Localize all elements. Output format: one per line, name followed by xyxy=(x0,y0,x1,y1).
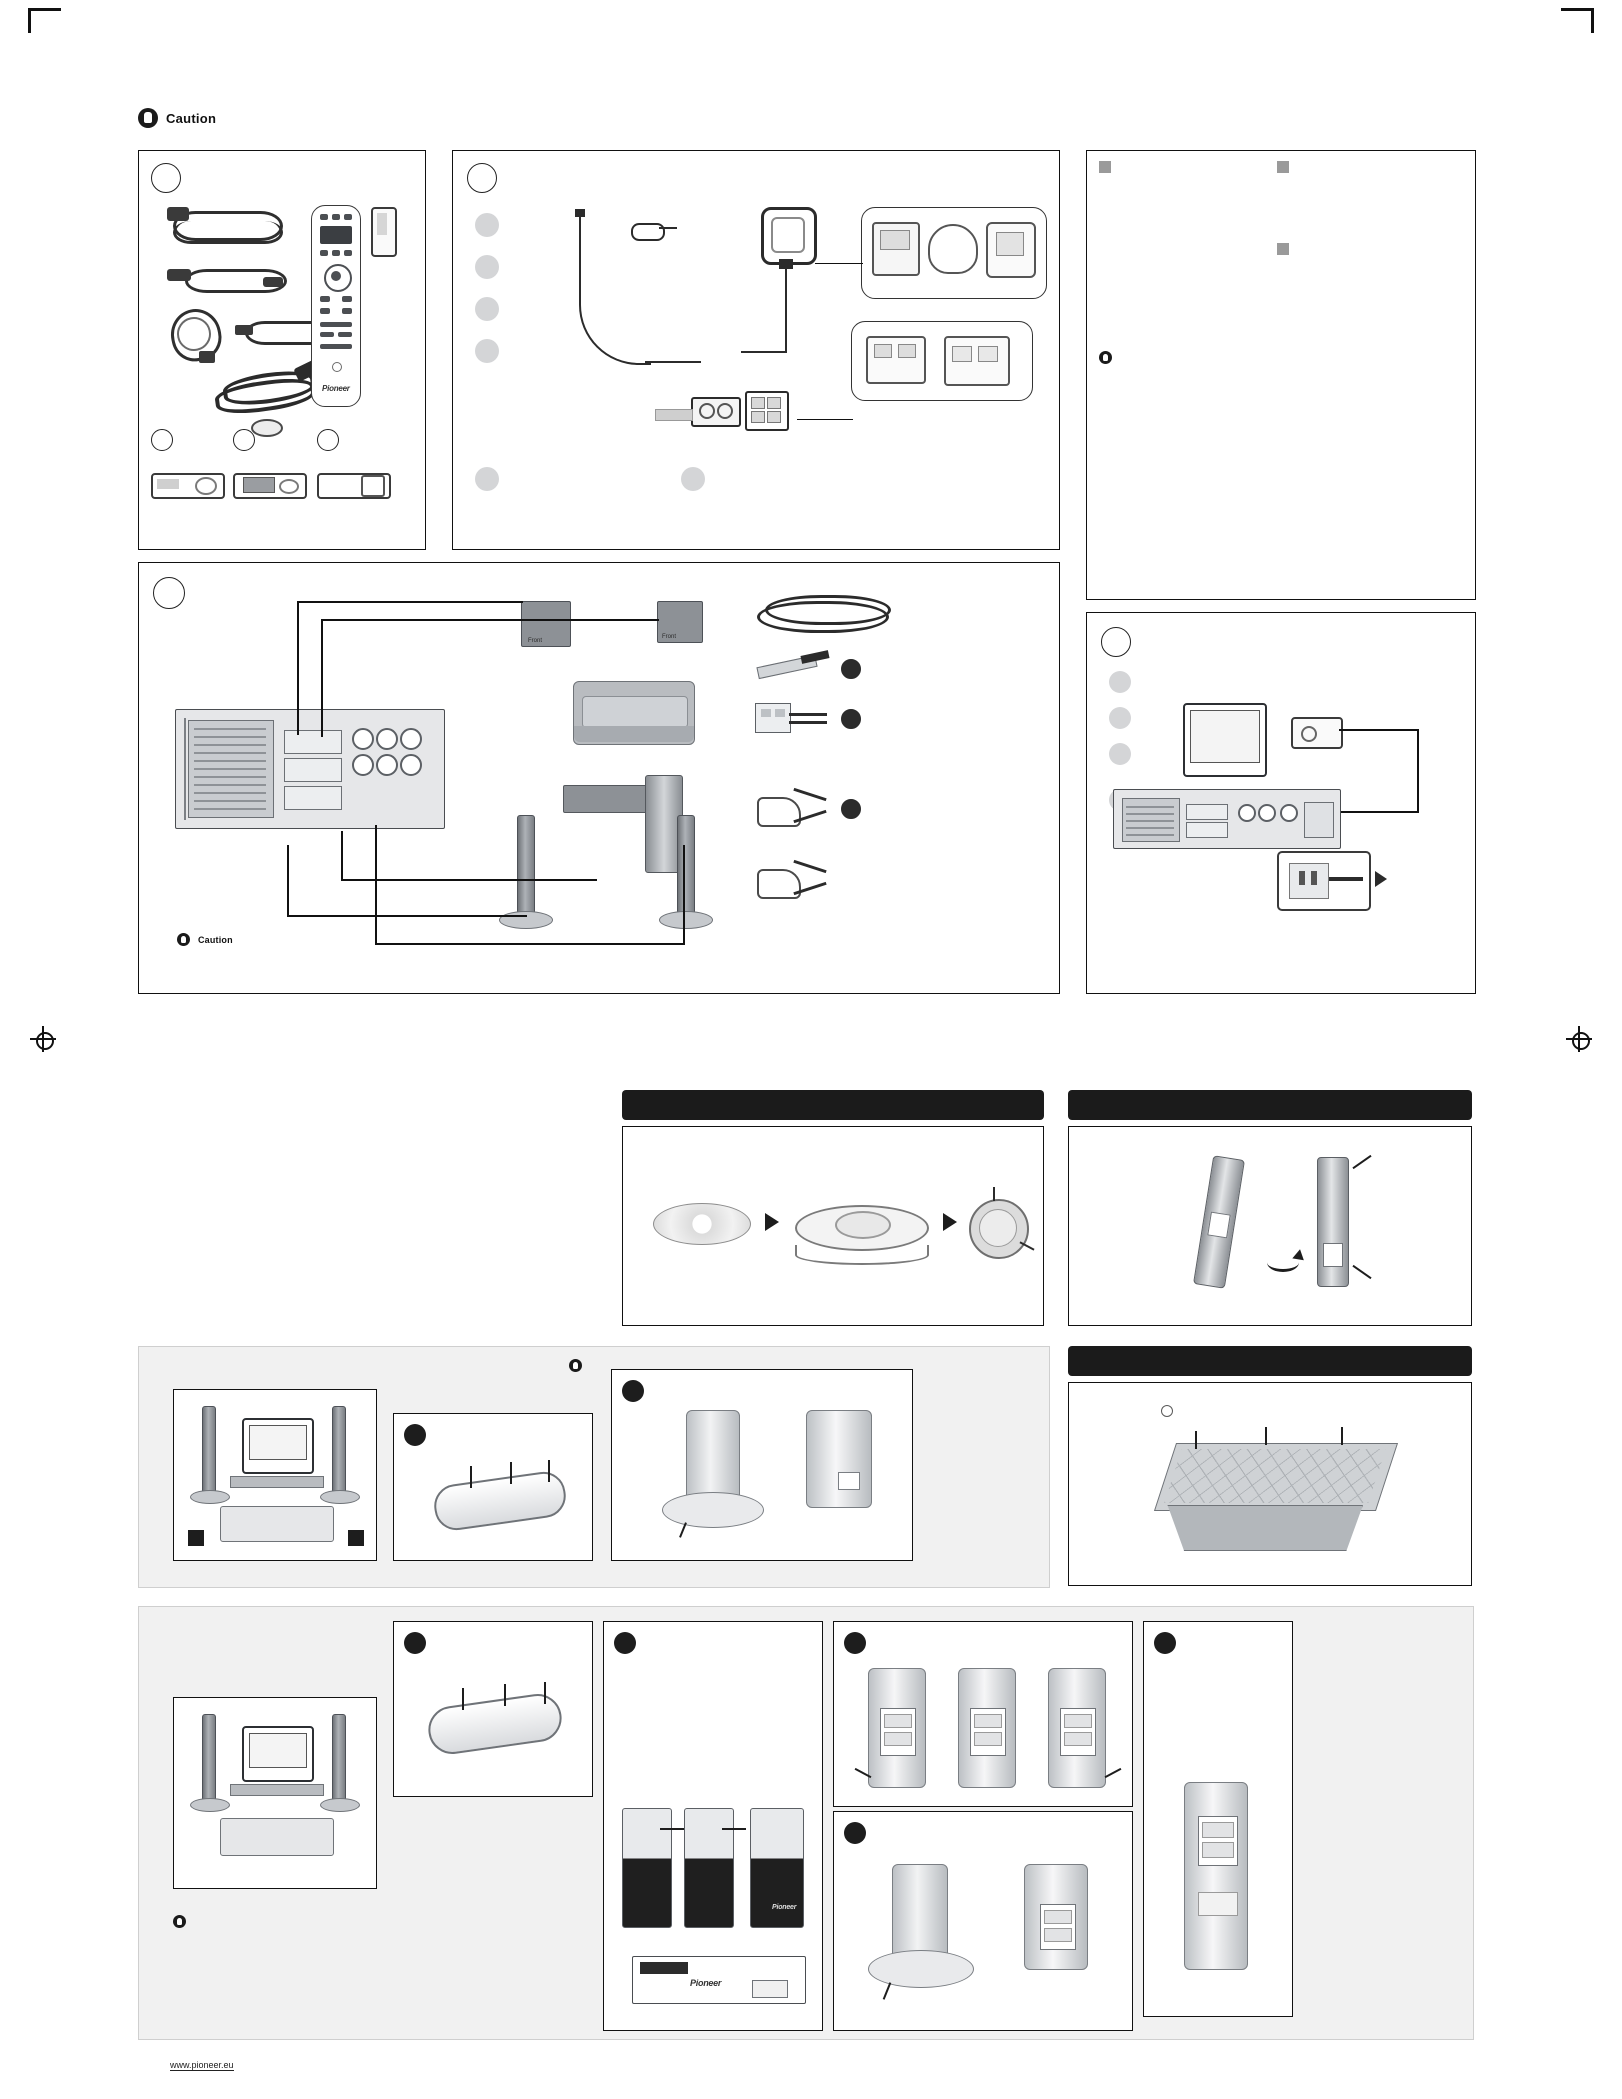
surround-speaker-left xyxy=(517,815,535,917)
group-a-caution-icon xyxy=(569,1359,582,1372)
remote-control-illustration: Pioneer xyxy=(311,205,361,407)
crop-mark-top-left xyxy=(28,8,61,33)
hand-icon xyxy=(177,933,190,946)
tv-screen xyxy=(1190,710,1260,763)
panel-speaker-setup-group-b xyxy=(138,1606,1474,2040)
front-speaker-right-illustration xyxy=(657,601,703,643)
video-cable-run-1 xyxy=(1339,729,1419,731)
step-figure-b5 xyxy=(1143,1621,1293,2017)
battery-step-3-bullet xyxy=(317,429,339,451)
receiver-front-figure: Pioneer xyxy=(632,1956,804,2012)
sofa-illustration xyxy=(573,681,695,745)
speaker-cable-callout xyxy=(753,593,903,643)
speaker-cable-bundle-illustration xyxy=(209,363,325,415)
receiver-rear-panel-small xyxy=(1113,789,1341,849)
surround-speaker-right xyxy=(677,815,695,917)
step-dot-b5 xyxy=(1154,1632,1176,1654)
hand-icon xyxy=(173,1915,186,1928)
front-speaker-rotate-figure xyxy=(622,1808,812,1934)
stand-attach-figure-2 xyxy=(1010,1864,1120,2014)
battery-insert-figure-2 xyxy=(233,461,307,511)
fm-antenna-routing xyxy=(571,209,731,399)
cable-route-9 xyxy=(375,825,377,943)
panel-speaker-hinge-assembly xyxy=(1068,1126,1472,1326)
room-layout-figure-a xyxy=(173,1389,377,1561)
subwoofer-bottom-figure xyxy=(1155,1427,1405,1567)
substep-bullet-3 xyxy=(475,297,499,321)
cable-route-3 xyxy=(321,619,323,737)
stand-base-screw-figure xyxy=(965,1183,1035,1269)
substep-bullet-5 xyxy=(475,467,499,491)
stand-pole-figure-b xyxy=(418,1682,574,1762)
step-number-3 xyxy=(153,577,185,609)
panel-stand-base-assembly xyxy=(622,1126,1044,1326)
battery-illustration xyxy=(251,417,285,439)
video-cable-run-2 xyxy=(1417,729,1419,813)
group-b-caution-icon xyxy=(173,1915,186,1928)
callout-bullet-b xyxy=(841,709,861,729)
power-cord-illustration xyxy=(167,205,285,249)
substep-bullet-2 xyxy=(475,255,499,279)
tv-substep-bullet-2 xyxy=(1109,707,1131,729)
brand-label-speaker: Pioneer xyxy=(772,1904,797,1911)
cable-route-7 xyxy=(341,831,343,879)
callout-leader-1 xyxy=(815,263,863,264)
stand-base-insert-figure xyxy=(795,1187,935,1267)
panel-tv-power-connection xyxy=(1086,612,1476,994)
antenna-detail-callout-bottom xyxy=(851,321,1033,401)
panel-supplied-accessories xyxy=(138,150,426,550)
cylinder-terminal-figure-2 xyxy=(944,1668,1028,1800)
cable-route-8 xyxy=(341,879,597,881)
ac-plug-callout xyxy=(1277,851,1371,911)
rotate-arrow-icon xyxy=(1267,1245,1307,1275)
step-figure-b3 xyxy=(833,1621,1133,1807)
note-marker-2 xyxy=(1277,161,1289,173)
panel-caution-label: Caution xyxy=(177,933,233,946)
speaker-hinge-figure-left xyxy=(1177,1151,1267,1301)
battery-insert-figure-1 xyxy=(151,461,225,511)
surround-speaker-left-base xyxy=(499,911,553,929)
wrong-connection-illustration-2 xyxy=(751,859,835,909)
cable-route-1 xyxy=(297,601,299,735)
step-figure-b1 xyxy=(393,1621,593,1797)
arrow-right-icon-1 xyxy=(765,1213,779,1231)
cable-route-11 xyxy=(683,845,685,943)
step-dot-b4 xyxy=(844,1822,866,1844)
panel-speaker-connection xyxy=(138,562,1060,994)
cable-route-2 xyxy=(297,601,523,603)
subwoofer-illustration xyxy=(563,785,651,813)
speaker-hinge-figure-right xyxy=(1295,1151,1385,1301)
surround-speaker-right-base xyxy=(659,911,713,929)
panel-antenna-connection xyxy=(452,150,1060,550)
hand-icon xyxy=(1099,351,1112,364)
tv-illustration xyxy=(1183,703,1267,777)
hand-icon xyxy=(138,108,158,128)
step-number-2 xyxy=(467,163,497,193)
stand-attach-figure-1 xyxy=(858,1864,988,2014)
panel-notes xyxy=(1086,150,1476,600)
section-title-bar-b xyxy=(1068,1090,1472,1120)
step-figure-b4 xyxy=(833,1811,1133,2031)
footer-url[interactable]: www.pioneer.eu xyxy=(170,2060,234,2070)
wall-mount-marker xyxy=(1161,1405,1173,1417)
caution-heading: Caution xyxy=(138,108,216,128)
terminal-insert-illustration xyxy=(751,695,831,741)
step-number-1 xyxy=(151,163,181,193)
speaker-cylinder-figure-2 xyxy=(794,1410,894,1540)
panel-wall-mount xyxy=(1068,1382,1472,1586)
substep-bullet-4 xyxy=(475,339,499,363)
step-dot-b2 xyxy=(614,1632,636,1654)
step-figure-b2 xyxy=(603,1621,823,2031)
hand-icon xyxy=(569,1359,582,1372)
power-arrow-icon xyxy=(1375,871,1387,887)
substep-bullet-6 xyxy=(681,467,705,491)
speaker-cylinder-figure-1 xyxy=(652,1410,772,1540)
video-cable-illustration xyxy=(167,261,287,297)
tv-substep-bullet-3 xyxy=(1109,743,1131,765)
step-number-4 xyxy=(1101,627,1131,657)
arrow-right-icon-2 xyxy=(943,1213,957,1231)
registration-mark-left xyxy=(30,1026,56,1052)
note-marker-3 xyxy=(1277,243,1289,255)
cable-route-4 xyxy=(321,619,659,621)
step-figure-a2 xyxy=(611,1369,913,1561)
stand-pole-figure-a xyxy=(424,1460,574,1530)
front-speaker-left-label: Front xyxy=(528,638,543,644)
cable-route-6 xyxy=(287,915,527,917)
callout-leader-2 xyxy=(797,419,853,420)
callout-bullet-c xyxy=(841,799,861,819)
battery-step-2-bullet xyxy=(233,429,255,451)
dock-adapter-illustration xyxy=(367,207,401,259)
callout-bullet-a xyxy=(841,659,861,679)
front-speaker-right-label: Front xyxy=(662,634,677,640)
cylinder-terminal-figure-3 xyxy=(1034,1668,1122,1800)
step-figure-a1 xyxy=(393,1413,593,1561)
am-loop-antenna-illustration xyxy=(169,309,225,367)
cable-strip-illustration xyxy=(751,645,831,689)
video-cable-run-3 xyxy=(1337,811,1419,813)
panel-speaker-setup-group-a xyxy=(138,1346,1050,1588)
substep-bullet-1 xyxy=(475,213,499,237)
step-dot-b1 xyxy=(404,1632,426,1654)
front-speaker-left-illustration xyxy=(521,601,571,647)
am-antenna-routing xyxy=(739,207,859,387)
cylinder-terminal-figure-1 xyxy=(854,1668,938,1800)
stand-base-disc xyxy=(653,1203,751,1245)
receiver-rear-panel xyxy=(175,709,445,829)
cable-route-5 xyxy=(287,845,289,917)
note-marker-1 xyxy=(1099,161,1111,173)
battery-step-1-bullet xyxy=(151,429,173,451)
wrong-connection-illustration-1 xyxy=(751,787,835,837)
step-dot-a1 xyxy=(404,1424,426,1446)
section-title-bar-a xyxy=(622,1090,1044,1120)
section-title-bar-c xyxy=(1068,1346,1472,1376)
video-input-jack xyxy=(1291,717,1343,749)
step-dot-b3 xyxy=(844,1632,866,1654)
crop-mark-top-right xyxy=(1561,8,1594,33)
room-layout-figure-b xyxy=(173,1697,377,1889)
tv-substep-bullet-1 xyxy=(1109,671,1131,693)
antenna-detail-callout-top xyxy=(861,207,1047,299)
battery-insert-figure-3 xyxy=(317,461,391,511)
registration-mark-right xyxy=(1566,1026,1592,1052)
step-dot-a2 xyxy=(622,1380,644,1402)
tall-cylinder-figure xyxy=(1166,1782,1276,1992)
antenna-terminal-block xyxy=(691,379,831,441)
cable-route-10 xyxy=(375,943,685,945)
note-caution-icon xyxy=(1099,351,1112,364)
